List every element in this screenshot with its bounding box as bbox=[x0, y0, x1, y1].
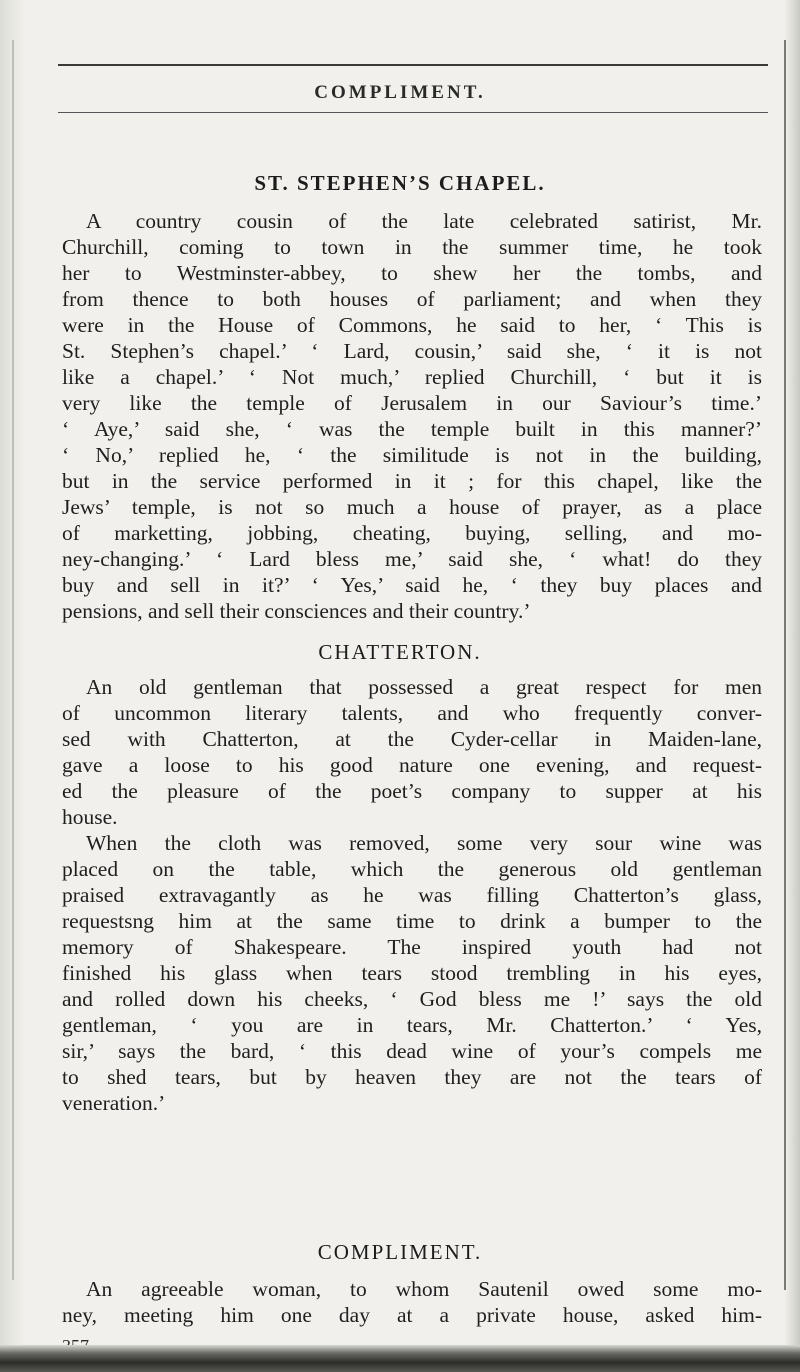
section-heading-compliment: COMPLIMENT. bbox=[317, 1240, 483, 1264]
text-line: sir,’ says the bard, ‘ this dead wine of your’s compels me bbox=[62, 1039, 762, 1063]
text-line: Jews’ temple, is not so much a house of prayer, as a place bbox=[62, 495, 762, 519]
text-line: When the cloth was removed, some very sour wine was bbox=[86, 831, 762, 855]
text-line: very like the temple of Jerusalem in our Saviour’s time.’ bbox=[62, 391, 762, 415]
text-line: Churchill, coming to town in the summer time, he took bbox=[62, 235, 762, 259]
running-header: COMPLIMENT. bbox=[314, 82, 486, 103]
top-rule bbox=[58, 64, 768, 66]
text-line: from thence to both houses of parliament; and when they bbox=[62, 287, 762, 311]
text-line: and rolled down his cheeks, ‘ God bless me !’ says the old bbox=[62, 987, 762, 1011]
text-line: St. Stephen’s chapel.’ ‘ Lard, cousin,’ said she, ‘ it is not bbox=[62, 339, 762, 363]
text-line: pensions, and sell their consciences and their country.’ bbox=[62, 599, 531, 623]
text-line: her to Westminster-abbey, to shew her the tombs, and bbox=[62, 261, 762, 285]
text-line: sed with Chatterton, at the Cyder-cellar in Maiden-lane, bbox=[62, 727, 762, 751]
text-line: requestsng him at the same time to drink a bumper to the bbox=[62, 909, 762, 933]
page-right-rule bbox=[784, 40, 786, 1290]
text-line: An agreeable woman, to whom Sautenil owed some mo- bbox=[86, 1277, 762, 1301]
text-line: memory of Shakespeare. The inspired youth had not bbox=[62, 935, 762, 959]
text-line: veneration.’ bbox=[62, 1091, 166, 1115]
header-rule bbox=[58, 112, 768, 113]
text-line: A country cousin of the late celebrated satirist, Mr. bbox=[86, 209, 762, 233]
text-line: ed the pleasure of the poet’s company to supper at his bbox=[62, 779, 762, 803]
text-line: ney, meeting him one day at a private house, asked him- bbox=[62, 1303, 762, 1327]
text-line: ‘ No,’ replied he, ‘ the similitude is not in the building, bbox=[62, 443, 762, 467]
text-line: ‘ Aye,’ said she, ‘ was the temple built in this manner?’ bbox=[62, 417, 762, 441]
section-heading-st-stephens: ST. STEPHEN’S CHAPEL. bbox=[254, 171, 546, 195]
text-line: placed on the table, which the generous old gentleman bbox=[62, 857, 762, 881]
text-line: but in the service performed in it ; for this chapel, like the bbox=[62, 469, 762, 493]
section-body-st-stephens bbox=[62, 208, 762, 624]
text-line: gave a loose to his good nature one evening, and request- bbox=[62, 753, 762, 777]
text-line: An old gentleman that possessed a great respect for men bbox=[86, 675, 762, 699]
page-bottom-edge bbox=[0, 1345, 800, 1372]
text-line: buy and sell in it?’ ‘ Yes,’ said he, ‘ they buy places and bbox=[62, 573, 762, 597]
text-line: praised extravagantly as he was filling Chatterton’s glass, bbox=[62, 883, 762, 907]
text-line: finished his glass when tears stood trembling in his eyes, bbox=[62, 961, 762, 985]
text-line: gentleman, ‘ you are in tears, Mr. Chatterton.’ ‘ Yes, bbox=[62, 1013, 762, 1037]
section-body-chatterton bbox=[62, 674, 762, 1116]
text-line: to shed tears, but by heaven they are not the tears of bbox=[62, 1065, 762, 1089]
text-line: house. bbox=[62, 805, 118, 829]
text-line: like a chapel.’ ‘ Not much,’ replied Churchill, ‘ but it is bbox=[62, 365, 762, 389]
text-line: of marketting, jobbing, cheating, buying, selling, and mo- bbox=[62, 521, 762, 545]
text-line: ney-changing.’ ‘ Lard bless me,’ said she, ‘ what! do they bbox=[62, 547, 762, 571]
text-line: were in the House of Commons, he said to her, ‘ This is bbox=[62, 313, 762, 337]
section-heading-chatterton: CHATTERTON. bbox=[318, 640, 482, 664]
text-line: of uncommon literary talents, and who frequently conver- bbox=[62, 701, 762, 725]
section-body-compliment bbox=[62, 1276, 762, 1328]
page-right-edge bbox=[784, 0, 800, 1372]
